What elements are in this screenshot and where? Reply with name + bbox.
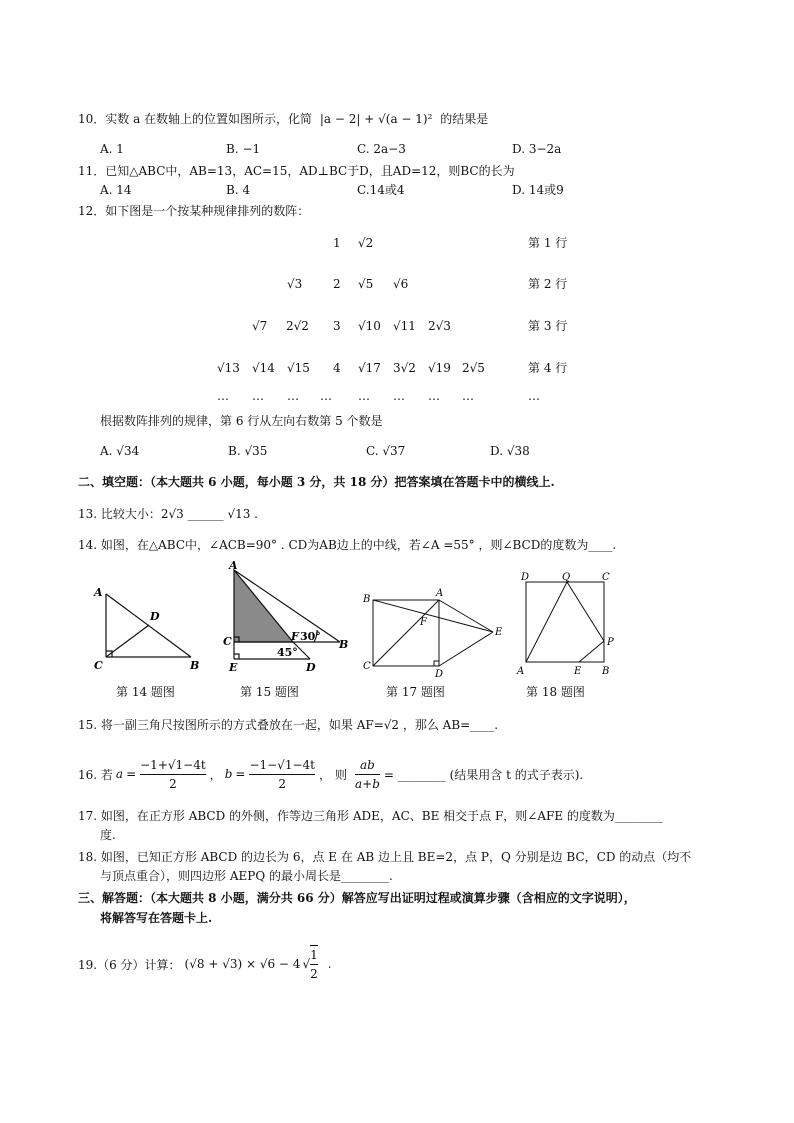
matrix-cell: 4 [333,361,341,375]
matrix-cell: √5 [358,277,374,291]
q11-option-b: B. 4 [226,183,251,197]
figure-18 [512,568,622,680]
matrix-row-label: 第 2 行 [528,277,568,291]
q11-option-c: C.14或4 [357,183,405,197]
q10-stem: 10．实数 a 在数轴上的位置如图所示，化简 [78,112,313,126]
matrix-cell: √14 [252,361,275,375]
q16-ab-numerator: ab [355,756,380,775]
fig17-label: A [436,588,444,599]
fig17-label: C [363,661,371,672]
q16-b-denominator: 2 [278,776,287,791]
q16-tail: = ________ (结果用含 t 的式子表示). [383,767,584,782]
fig14-label: A [94,586,103,599]
figure-18-caption: 第 18 题图 [526,685,585,699]
fig18-label: A [517,666,525,677]
q12-stem: 12．如下图是一个按某种规律排列的数阵： [78,204,310,218]
fig15-label: D [306,661,316,674]
q14-text: 14. 如图，在△ABC中，∠ACB=90° . CD为AB边上的中线，若∠A =55° ，则∠BCD的度数为____. [78,538,617,552]
section-2-heading: 二、填空题：（本大题共 6 小题，每小题 3 分，共 18 分）把答案填在答题卡中的横线上. [78,475,555,489]
q12-question: 根据数阵排列的规律，第 6 行从左向右数第 5 个数是 [100,414,383,428]
matrix-ellipsis: … [252,389,264,403]
fig18-label: P [607,637,614,648]
fig15-label: B [339,638,349,651]
matrix-cell: √3 [287,277,303,291]
q12-option-a: A. √34 [100,444,140,458]
matrix-cell: √7 [252,319,268,333]
matrix-cell: √10 [358,319,381,333]
q15-text: 15. 将一副三角尺按图所示的方式叠放在一起，如果 AF=√2 ，那么 AB=____. [78,718,499,732]
matrix-cell: 2 [333,277,341,291]
fig18-label: Q [562,572,571,583]
fig15-label: E [229,661,238,674]
fig15-label: C [223,635,232,648]
matrix-cell: 2√5 [462,361,485,375]
section-3-heading-line-1: 三、解答题：（本大题共 8 小题，满分共 66 分）解答应写出证明过程或演算步骤（含相应的文字说明）， [78,891,636,905]
q16-a-denominator: 2 [169,776,177,791]
fig14-label: B [190,659,200,672]
q16-then: 则 [335,767,348,782]
matrix-cell: √13 [217,361,240,375]
q17-line-1: 17. 如图，在正方形 ABCD 的外侧，作等边三角形 ADE，AC、BE 相交于点 F，则∠AFE 的度数为________ [78,809,663,823]
matrix-ellipsis: … [393,389,405,403]
q16-b-numerator: −1−√1−4t [249,756,315,775]
matrix-row-label: 第 1 行 [528,236,568,250]
figure-15 [222,558,352,680]
q16-a-numerator: −1+√1−4t [140,756,206,775]
fig15-label: 30° [300,630,321,643]
fig17-label: F [420,617,427,628]
matrix-cell: 3√2 [393,361,416,375]
q10-option-c: C. 2a−3 [357,142,406,156]
matrix-cell: 1 [333,236,341,250]
q19-line: 19.（6 分）计算： (√8 + √3) × √6 − 4 √ $\frac{1}{2}$ . [78,944,332,984]
matrix-cell: √15 [287,361,310,375]
figure-14 [88,580,208,680]
matrix-cell: √19 [428,361,451,375]
fig14-label: D [150,610,160,623]
matrix-cell: √11 [393,319,416,333]
q10-option-b: B. −1 [226,142,261,156]
figure-14-caption: 第 14 题图 [116,685,175,699]
q11-option-a: A. 14 [100,183,132,197]
matrix-cell: 2√3 [428,319,451,333]
section-3-heading-line-2: 将解答写在答题卡上. [100,911,213,925]
matrix-cell: √2 [358,236,374,250]
matrix-cell: 2√2 [286,319,309,333]
q10-option-d: D. 3−2a [512,142,562,156]
q10-stem-line [78,111,488,127]
q17-line-2: 度. [100,828,116,842]
q16-ab-denominator: a+b [355,776,380,791]
fig14-label: C [94,659,103,672]
q12-option-c: C. √37 [366,444,406,458]
q11-stem: 11．已知△ABC中，AB=13，AC=15，AD⊥BC于D，且AD=12，则BC的长为 [78,164,515,178]
q12-option-b: B. √35 [228,444,268,458]
matrix-ellipsis: … [217,389,229,403]
matrix-ellipsis: … [320,389,332,403]
fig15-label: 45° [277,646,298,659]
q19-expression: (√8 + √3) × √6 − 4 [184,957,301,971]
q19-lead: 19.（6 分）计算： [78,957,181,972]
fig18-label: B [602,666,610,677]
matrix-row-label: 第 4 行 [528,361,568,375]
fig17-label: B [363,594,371,605]
matrix-row-label: 第 3 行 [528,319,568,333]
q16-lead: 16. 若 [78,767,113,782]
matrix-ellipsis: … [428,389,440,403]
fig18-label: C [602,572,610,583]
matrix-ellipsis: … [358,389,370,403]
matrix-ellipsis: … [462,389,474,403]
q12-option-d: D. √38 [490,444,530,458]
fig18-label: D [521,572,530,583]
q19-half-fraction [310,945,318,983]
q10-expression: |a − 2| + √(a − 1)² [319,112,433,126]
q10-option-a: A. 1 [100,142,124,156]
q16-b-fraction [249,756,315,793]
fig15-label: A [229,559,238,572]
matrix-ellipsis: … [528,389,540,403]
matrix-cell: 3 [333,319,341,333]
figure-17 [360,585,510,680]
fig15-label: F [291,630,299,643]
q19-half-numerator: 1 [310,946,318,965]
q16-ab-fraction [355,756,380,793]
q11-option-d: D. 14或9 [512,183,564,197]
fig17-label: D [435,669,444,680]
q16-a-fraction [140,756,206,793]
matrix-cell: √17 [358,361,381,375]
matrix-cell: √6 [393,277,409,291]
matrix-ellipsis: … [287,389,299,403]
q13-text: 13. 比较大小：2√3 ______ √13 . [78,507,258,521]
fig17-label: E [495,627,503,638]
q18-line-1: 18. 如图，已知正方形 ABCD 的边长为 6，点 E 在 AB 边上且 BE=2，点 P，Q 分别是边 BC，CD 的动点（均不 [78,850,692,864]
fig18-label: E [574,666,582,677]
figure-15-caption: 第 15 题图 [240,685,299,699]
q10-tail: 的结果是 [440,112,489,126]
q18-line-2: 与顶点重合），则四边形 AEPQ 的最小周长是________. [100,869,393,883]
q16-line: 16. 若 a = $\frac{-1+√1-4t}{2}$ ， b = $\frac{-1-√1-4t}{2}$ ， 则 $\frac{ab}{a+b}$ = ________ (结果用含 t 的式子表示). [78,757,584,791]
figure-17-caption: 第 17 题图 [386,685,445,699]
q19-half-denominator: 2 [310,967,318,981]
